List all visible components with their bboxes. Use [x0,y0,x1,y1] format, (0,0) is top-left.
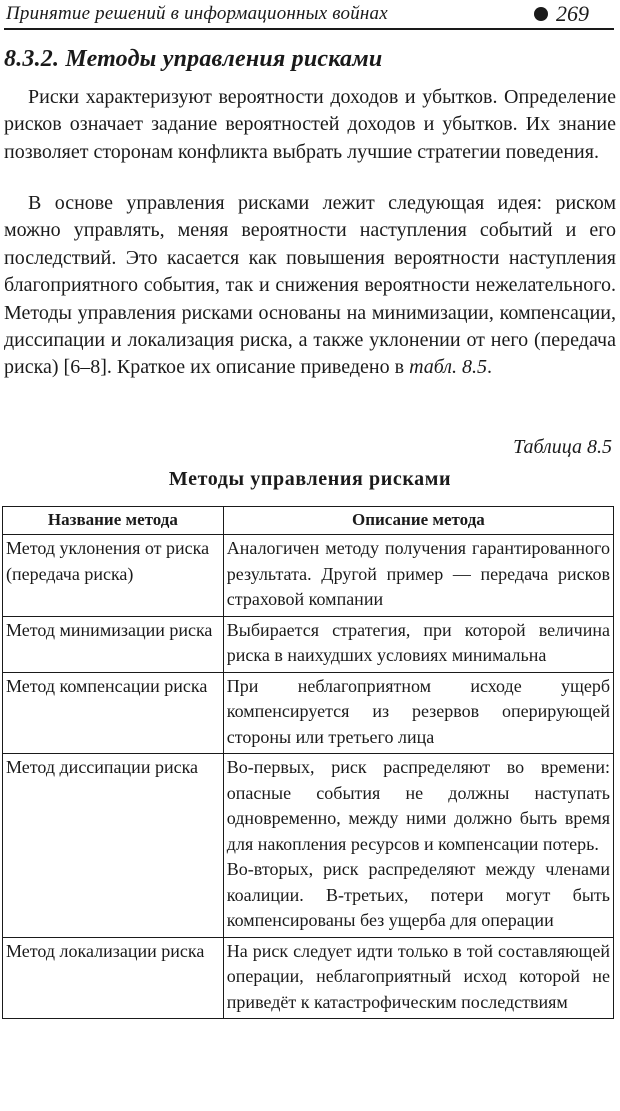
method-name: Метод локализации риска [3,937,224,1019]
bullet-icon [534,7,548,21]
page-number: 269 [556,1,589,26]
paragraph-1 [4,84,616,166]
method-description [223,616,613,672]
table-reference-link[interactable]: табл. 8.5 [409,356,488,379]
method-description [223,937,613,1019]
method-name: Метод уклонения от риска (передача риска) [3,535,224,617]
column-header-name: Название метода [3,507,224,535]
method-name: Метод минимизации риска [3,616,224,672]
table-header-row [3,507,614,535]
table-row [3,754,614,938]
section-heading: 8.3.2. Методы управления рисками [4,46,383,72]
paragraph-1-text: Риски характеризуют вероятности доходов и убытков. Определение рисков означает задание вероятностей доходов и убытков. Их знание позволяет сторонам конфликта выбрать лучшие стратегии поведения. [4,86,616,163]
methods-table [2,506,614,1019]
running-title: Принятие решений в информационных войнах [6,3,388,24]
table-title: Методы управления рисками [168,468,452,490]
table-label: Таблица 8.5 [513,436,612,458]
column-header-description: Описание метода [223,507,613,535]
paragraph-2-end: . [487,356,493,379]
method-name: Метод компенсации риска [3,672,224,754]
method-description [223,535,613,617]
method-description-text: На риск следует идти только в той составляющей операции, неблагоприятный исход которой не приведёт к катастрофическим последствиям [226,940,610,1012]
method-description-text: Во-вторых, риск распределяют между членами коалиции. В-третьих, потери могут быть компенсированы без ущерба для операции [226,859,610,930]
running-header [4,2,614,30]
method-description-text: При неблагоприятном исходе ущерб компенсируется из резервов оперирующей стороны или третьего лица [226,675,610,747]
table-row [3,672,614,754]
method-description [223,672,613,754]
method-description-text: Выбирается стратегия, при которой величина риска в наихудших условиях минимальна [226,619,610,665]
method-name: Метод диссипации риска [3,754,224,938]
paragraph-2-text: В основе управления рисками лежит следующая идея: риском можно управлять, меняя вероятности наступления событий и его последствий. Это касается как повышения вероятности наступления благоприятного события, так и снижения вероятности нежелательного. Методы управления рисками основаны на минимизации, компенсации, диссипации и локализация риска, а также уклонении от него (передача риска) [6–8]. Краткое их описание приведено в [4,192,616,379]
table-row [3,535,614,617]
method-description-text: Аналогичен методу получения гарантированного результата. Другой пример — передача рисков страховой компании [226,538,610,609]
method-description-text: Во-первых, риск распределяют во времени: опасные события не должны наступать одновременно, между ними должно быть время для накопления ресурсов и компенсации потерь. [226,757,610,854]
paragraph-2 [4,190,616,382]
table-row [3,616,614,672]
table-row [3,937,614,1019]
method-description [223,754,613,938]
